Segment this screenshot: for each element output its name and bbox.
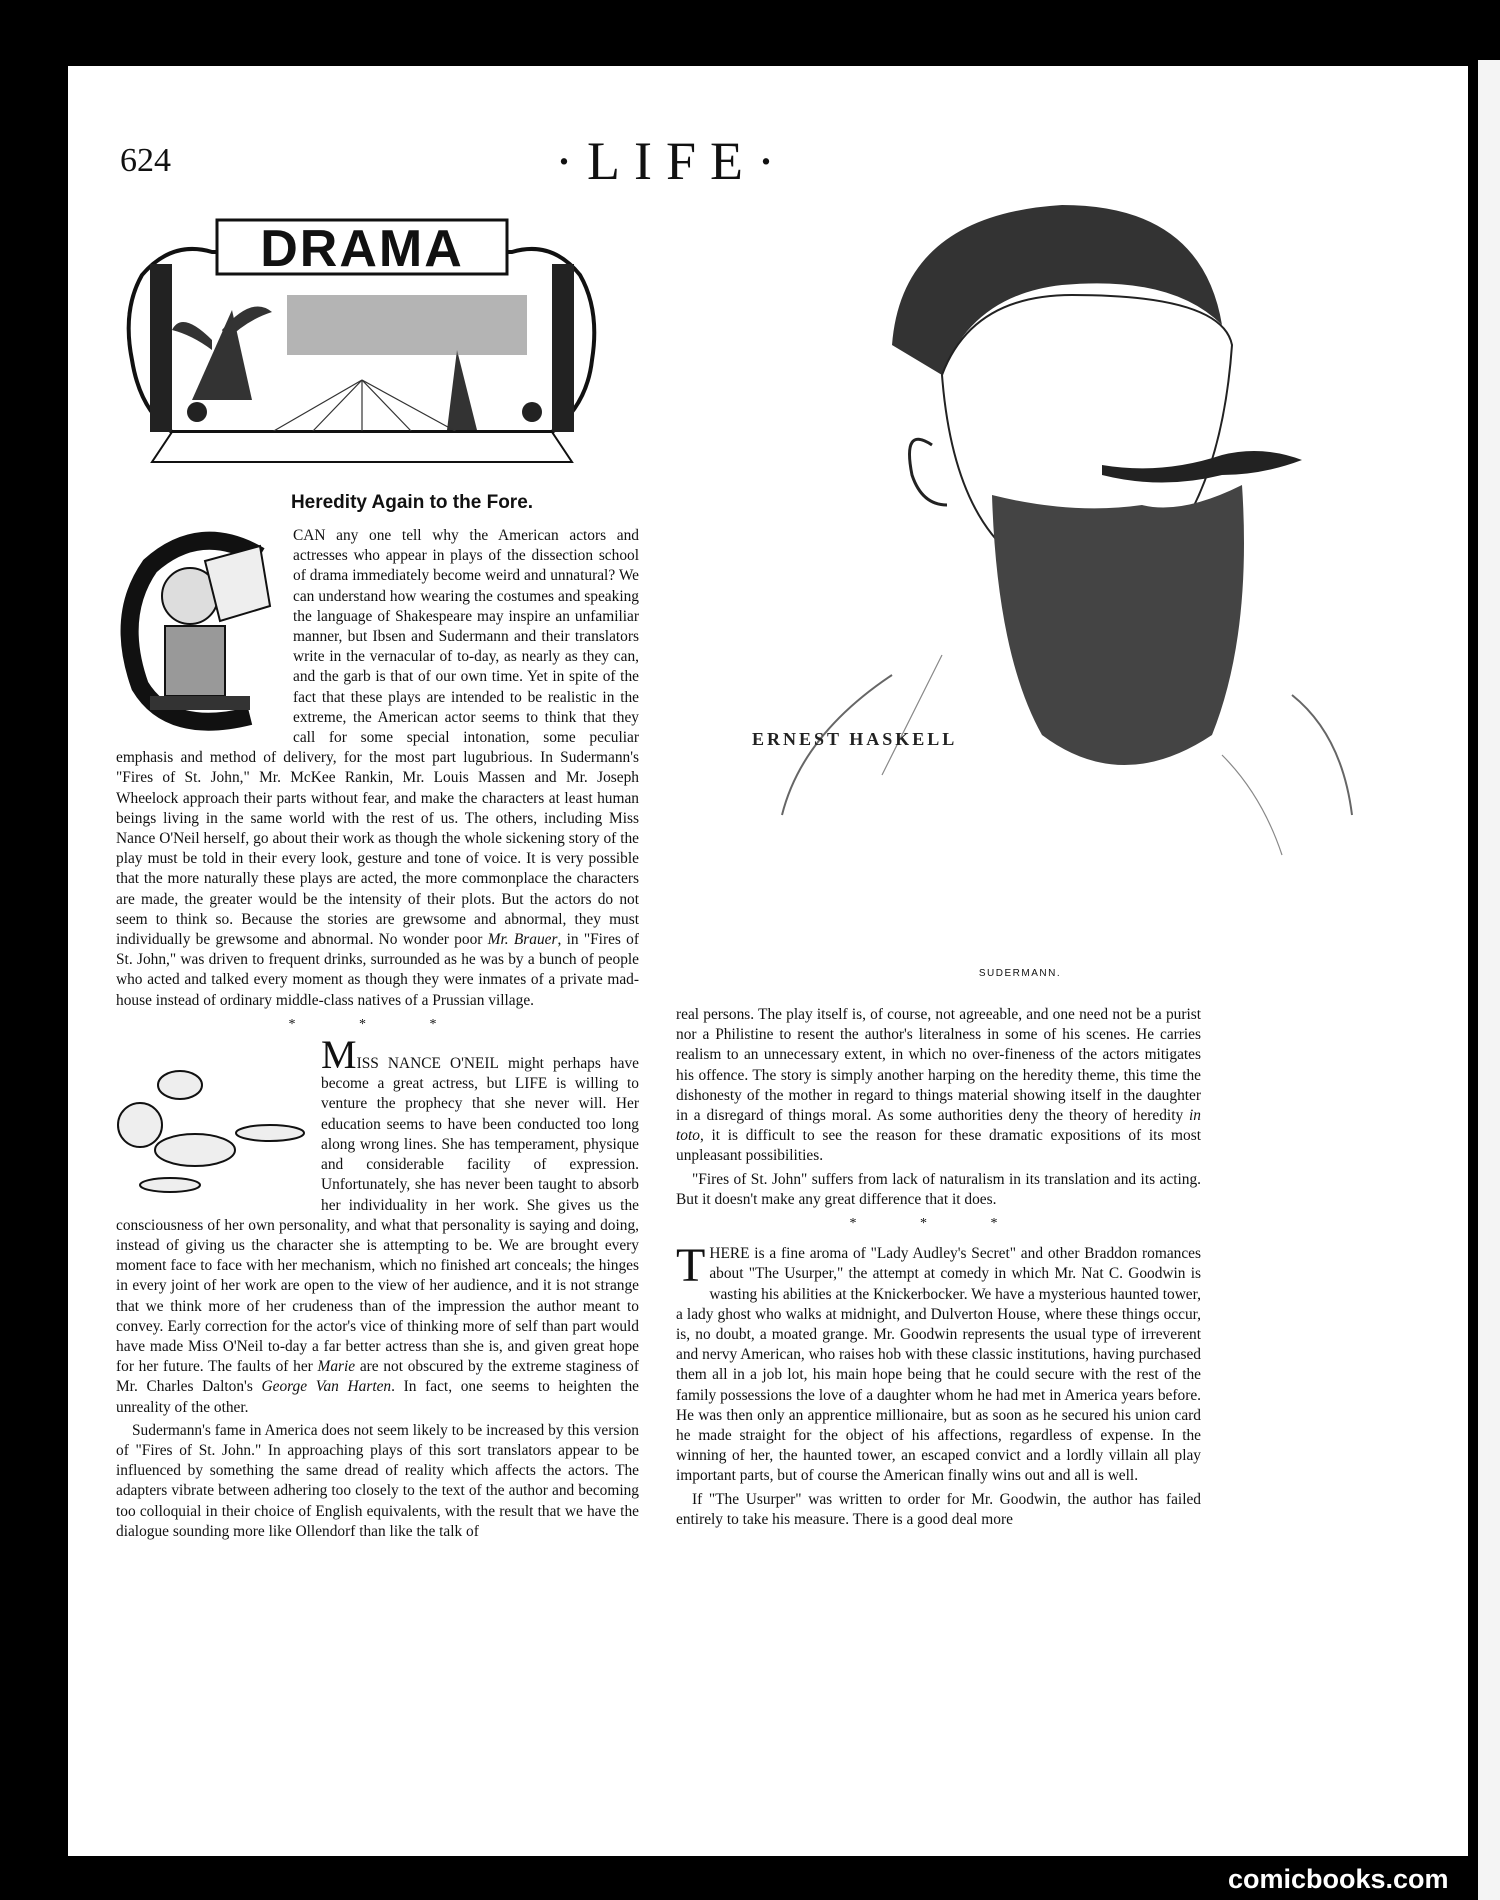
adjacent-page-edge xyxy=(1478,60,1500,1900)
section-divider: * * * xyxy=(288,1016,467,1032)
paragraph-real-persons: real persons. The play itself is, of course, not agreeable, and one need not be a purist nor a Philistine to resent the author's literalness in some of his scenes. He carries realism to an unnecessary extent, in which no over-fineness of the actors mitigates his offence. The story is simply another harping on the heredity theme, this time the dishonesty of the mother in regard to things material showing itself in the daughter in a disregard of things moral. As some authorities deny the theory of heredity in toto, it is difficult to see the reason for these dramatic expositions of its most unpleasant possibilities. xyxy=(676,1006,1201,1165)
paragraph-usurper-conclusion: If "The Usurper" was written to order for Mr. Goodwin, the author has failed entirely to take his measure. There is a good deal more xyxy=(676,1490,1201,1528)
paragraph-fires-translation: "Fires of St. John" suffers from lack of naturalism in its translation and its acting. But it doesn't make any great difference that it does. xyxy=(676,1170,1201,1208)
paragraph-heredity-intro: CAN any one tell why the American actors and actresses who appear in plays of the dissection school of drama immediately become weird and unnatural? We can understand how wearing the costumes and speaking the language of Shakespeare may inspire an unfamiliar manner, but Ibsen and Sudermann and their translators write in the vernacular of to-day, as nearly as they can, and the garb is that of our own time. Yet in spite of the fact that these plays are intended to be realistic in the extreme, the American actor seems to think that they call for some special intonation, some peculiar emphasis and method of delivery, for the most part lugubrious. In Sudermann's "Fires of St. John," Mr. McKee Rankin, Mr. Louis Massen and Mr. Joseph Wheelock approach their parts without fear, and make the characters at least human beings living in the same world with the rest of us. The others, including Miss Nance O'Neil herself, go about their work as though the whole sickening story of the play must be told in their every look, gesture and tone of voice. It is very possible that the more naturally these plays are acted, the more commonplace the characters are made, the greater would be the intensity of their plots. But the actors do not seem to think so. Because the stories are grewsome and abnormal, they must individually be grewsome and abnormal. No wonder poor Mr. Brauer, in "Fires of St. John," was driven to frequent drinks, surrounded as he was by a bunch of people who acted and talked every moment as though they were inmates of a private mad-house instead of ordinary middle-class natives of a Prussian village. xyxy=(116,527,639,1009)
sudermann-portrait xyxy=(742,175,1362,955)
left-column xyxy=(116,526,639,1545)
portrait-caption: SUDERMANN. xyxy=(978,968,1062,979)
masthead: ·LIFE· xyxy=(555,131,789,191)
drama-header-illustration xyxy=(112,200,612,482)
drama-title: DRAMA xyxy=(260,220,464,278)
dropcap-c-illustration xyxy=(110,526,285,736)
paragraph-sudermann-fame: Sudermann's fame in America does not seem likely to be increased by this version of "Fires of St. John." In approaching plays of this sort translators appear to be influenced by something the same dread of reality which affects the actors. The adapters vibrate between adhering too closely to the text of the author and becoming too colloquial in their choice of English equivalents, with the result that we have the dialogue sounding more like Ollendorf than like the talk of xyxy=(116,1421,639,1540)
section-divider-right: * * * xyxy=(849,1216,1028,1232)
source-watermark: comicbooks.com xyxy=(1228,1864,1449,1894)
artist-signature: ERNEST HASKELL xyxy=(752,729,958,749)
paragraph-nance-oneil: MISS NANCE O'NEIL might perhaps have become a great actress, but LIFE is willing to venture the prophecy that she never will. Her education seems to have been conducted too long along wrong lines. She has temperament, physique and considerable facility of expression. Unfortunately, she has never been taught to absorb her individuality in her work. She gives us the consciousness of her own personality, and what that personality is saying and doing, instead of giving us the character she is attempting to be. We are brought every moment face to face with her mechanism, which no finished art conceals; the hinges in every joint of her work are open to the view of her audience, and it is not strange that we think more of her crudeness than of the impression the author meant to convey. Early correction for the actor's vice of thinking more of self than part would have made Miss O'Neil to-day a far better actress than she is, and given great hope for her future. The faults of her Marie are not obscured by the extreme staginess of Mr. Charles Dalton's George Van Harten. In fact, one seems to heighten the unreality of the other. xyxy=(116,1032,640,1416)
article-headline: Heredity Again to the Fore. xyxy=(290,492,534,513)
page-number: 624 xyxy=(120,142,171,179)
paragraph-usurper: THERE is a fine aroma of "Lady Audley's Secret" and other Braddon romances about "The Usurper," the attempt at comedy in which Mr. Nat C. Goodwin is wasting his abilities at the Knickerbocker. We have a mysterious haunted tower, a lady ghost who walks at midnight, and Dulverton House, where these things occur, is, no doubt, a moated grange. Mr. Goodwin represents the usual type of irreverent and nervy American, who raises hob with these classic institutions, having purchased them all in a job lot, his main hope being that he could secure with the rest of the family possessions the love of a daughter whom he had met in America years before. He was then only an apprentice millionaire, but as soon as he secured his union card he made straight for the object of his affections, regardless of expense. In the winning of her, the haunted tower, an escaped convict and a lordly villain all play important parts, but of course the American finally wins out and all is well. xyxy=(676,1239,1201,1485)
right-column xyxy=(676,1005,1201,1533)
dropcap-m-illustration xyxy=(100,1045,315,1205)
